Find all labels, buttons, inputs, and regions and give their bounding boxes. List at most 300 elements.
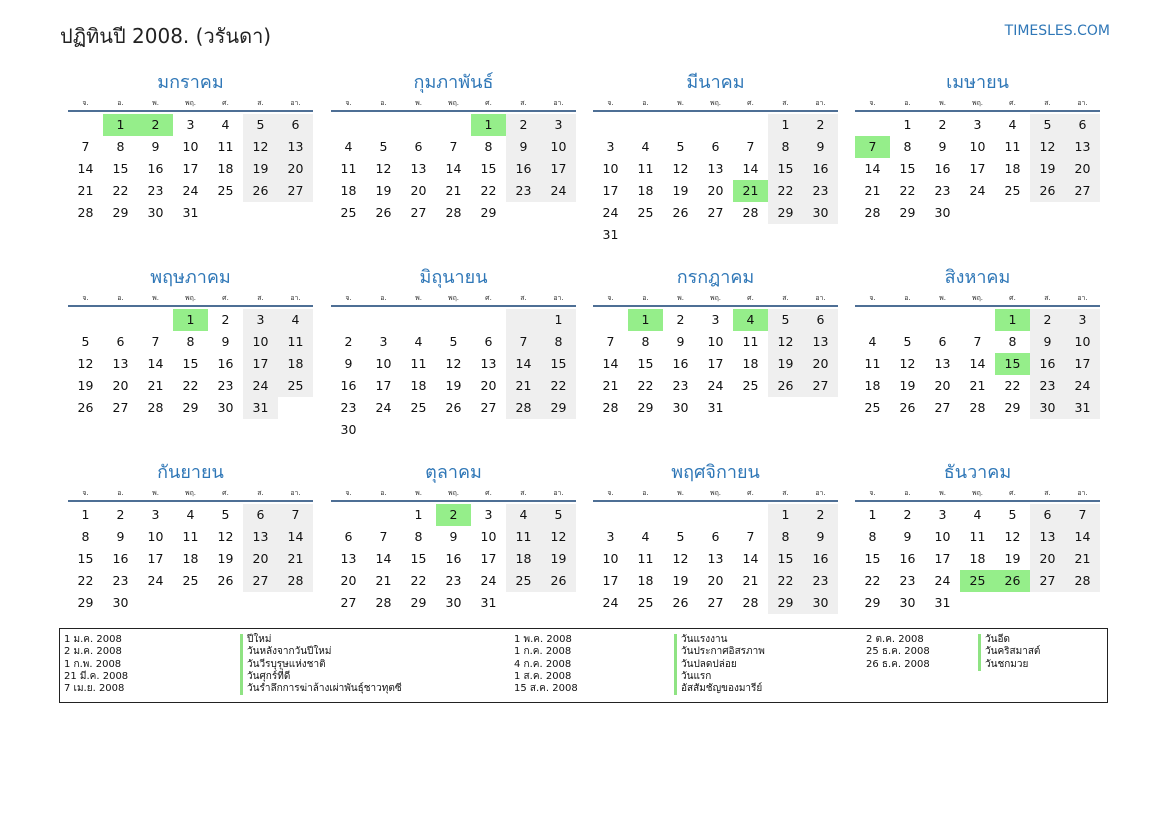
day-cell: 23 [506, 180, 541, 202]
weekday-header [68, 96, 313, 112]
weekday-label: อ. [642, 99, 649, 107]
site-link[interactable]: TIMESLES.COM [1004, 23, 1110, 39]
day-cell: 9 [903, 529, 912, 544]
weekday-label: ส. [520, 489, 527, 497]
weekday-label: พฤ. [709, 99, 722, 107]
day-cell: 22 [768, 180, 803, 202]
day-cell: 8 [768, 526, 803, 548]
day-cell: 22 [899, 183, 916, 198]
day-cell: 1 [768, 504, 803, 526]
empty-cell [366, 419, 401, 441]
holiday-date: 1 ก.พ. 2008 [64, 658, 122, 670]
day-cell: 30 [147, 205, 164, 220]
day-cell: 22 [1004, 378, 1021, 393]
day-cell: 26 [217, 573, 234, 588]
empty-cell [506, 419, 541, 441]
day-grid [855, 502, 1100, 614]
empty-cell [1030, 202, 1065, 224]
empty-cell [593, 504, 628, 526]
day-cell: 15 [112, 161, 129, 176]
day-cell: 8 [541, 331, 576, 353]
weekday-label: ศ. [1009, 99, 1016, 107]
weekday-label: ศ. [222, 294, 229, 302]
day-cell: 23 [1030, 375, 1065, 397]
day-cell: 19 [672, 183, 689, 198]
day-cell: 15 [480, 161, 497, 176]
day-cell: 22 [768, 570, 803, 592]
weekday-header [593, 486, 838, 502]
day-cell: 28 [147, 400, 164, 415]
month-calendar [68, 265, 313, 419]
day-cell: 7 [379, 529, 388, 544]
weekday-label: จ. [82, 99, 89, 107]
day-cell: 17 [602, 183, 619, 198]
day-cell: 14 [864, 161, 881, 176]
weekday-label: จ. [607, 489, 614, 497]
weekday-label: อ. [380, 99, 387, 107]
day-cell: 18 [864, 378, 881, 393]
day-cell: 17 [541, 158, 576, 180]
day-cell: 3 [1065, 309, 1100, 331]
month-name: พฤษภาคม [150, 267, 231, 288]
day-cell: 10 [541, 136, 576, 158]
weekday-label: อา. [290, 294, 301, 302]
weekday-label: พ. [939, 294, 946, 302]
day-cell: 29 [480, 205, 497, 220]
day-cell: 7 [506, 331, 541, 353]
day-cell: 27 [1065, 180, 1100, 202]
day-cell: 1 [868, 507, 877, 522]
day-cell: 14 [278, 526, 313, 548]
day-cell: 17 [147, 551, 164, 566]
weekday-label: อ. [642, 489, 649, 497]
day-cell: 14 [375, 551, 392, 566]
day-cell: 27 [480, 400, 497, 415]
day-cell: 17 [934, 551, 951, 566]
weekday-label: พฤ. [709, 294, 722, 302]
day-cell: 29 [864, 595, 881, 610]
empty-cell [995, 592, 1030, 614]
day-cell: 7 [278, 504, 313, 526]
day-cell: 5 [449, 334, 458, 349]
holiday-date: 1 พ.ค. 2008 [514, 634, 572, 645]
day-cell: 24 [375, 400, 392, 415]
holiday-name: วันศุกร์ที่ดี [240, 671, 290, 683]
day-cell: 19 [899, 378, 916, 393]
day-cell: 17 [480, 551, 497, 566]
day-cell: 17 [1065, 353, 1100, 375]
day-cell: 24 [707, 378, 724, 393]
day-cell: 20 [707, 573, 724, 588]
day-cell: 22 [480, 183, 497, 198]
weekday-label: จ. [345, 99, 352, 107]
day-cell: 20 [803, 353, 838, 375]
weekday-label: พ. [152, 489, 159, 497]
weekday-label: อา. [815, 294, 826, 302]
day-cell: 13 [112, 356, 129, 371]
day-cell: 17 [182, 161, 199, 176]
empty-cell [628, 504, 663, 526]
empty-cell [331, 504, 366, 526]
day-cell: 9 [803, 526, 838, 548]
day-cell: 15 [637, 356, 654, 371]
day-cell: 17 [243, 353, 278, 375]
empty-cell [243, 592, 278, 614]
day-cell: 13 [243, 526, 278, 548]
day-cell: 24 [541, 180, 576, 202]
day-cell: 5 [379, 139, 388, 154]
day-cell: 21 [278, 548, 313, 570]
day-cell: 7 [746, 139, 755, 154]
day-cell: 16 [112, 551, 129, 566]
day-cell: 10 [602, 551, 619, 566]
month-calendar [855, 460, 1100, 614]
day-cell: 24 [1065, 375, 1100, 397]
day-cell: 2 [676, 312, 685, 327]
day-cell: 21 [375, 573, 392, 588]
day-cell: 15 [768, 158, 803, 180]
day-grid [68, 112, 313, 224]
day-cell: 27 [340, 595, 357, 610]
day-cell: 12 [672, 161, 689, 176]
holiday-date: 1 ม.ค. 2008 [64, 634, 122, 645]
day-grid [593, 112, 838, 246]
day-cell: 5 [1030, 114, 1065, 136]
day-cell: 2 [436, 504, 471, 526]
day-cell: 26 [672, 205, 689, 220]
day-cell: 19 [768, 353, 803, 375]
day-cell: 27 [410, 205, 427, 220]
weekday-header [855, 486, 1100, 502]
day-cell: 29 [182, 400, 199, 415]
weekday-label: จ. [869, 294, 876, 302]
weekday-header [855, 96, 1100, 112]
holiday-date: 15 ส.ค. 2008 [514, 683, 578, 695]
day-cell: 22 [637, 378, 654, 393]
weekday-label: ศ. [1009, 489, 1016, 497]
weekday-header [68, 486, 313, 502]
day-cell: 20 [112, 378, 129, 393]
day-cell: 7 [855, 136, 890, 158]
day-cell: 18 [637, 573, 654, 588]
weekday-label: ส. [520, 99, 527, 107]
day-cell: 10 [934, 529, 951, 544]
weekday-label: ส. [1044, 294, 1051, 302]
day-cell: 8 [116, 139, 125, 154]
weekday-label: พฤ. [184, 489, 197, 497]
day-cell: 25 [506, 570, 541, 592]
day-cell: 1 [81, 507, 90, 522]
day-cell: 29 [541, 397, 576, 419]
day-cell: 8 [81, 529, 90, 544]
day-cell: 19 [445, 378, 462, 393]
day-cell: 27 [707, 595, 724, 610]
weekday-label: พฤ. [447, 99, 460, 107]
day-cell: 23 [899, 573, 916, 588]
day-cell: 30 [112, 595, 129, 610]
day-cell: 15 [541, 353, 576, 375]
day-cell: 4 [868, 334, 877, 349]
day-cell: 13 [278, 136, 313, 158]
holiday-date: 2 ม.ค. 2008 [64, 646, 122, 658]
day-cell: 9 [938, 139, 947, 154]
day-grid [68, 307, 313, 419]
day-cell: 26 [243, 180, 278, 202]
day-cell: 27 [278, 180, 313, 202]
day-grid [593, 307, 838, 419]
empty-cell [663, 224, 698, 246]
day-cell: 28 [602, 400, 619, 415]
empty-cell [366, 309, 401, 331]
day-cell: 6 [278, 114, 313, 136]
day-cell: 27 [707, 205, 724, 220]
day-cell: 13 [707, 161, 724, 176]
empty-cell [803, 224, 838, 246]
day-cell: 3 [151, 507, 160, 522]
empty-cell [366, 504, 401, 526]
day-cell: 31 [480, 595, 497, 610]
weekday-label: ศ. [485, 294, 492, 302]
day-cell: 29 [1004, 400, 1021, 415]
month-name: เมษายน [946, 72, 1009, 93]
empty-cell [208, 592, 243, 614]
day-cell: 29 [637, 400, 654, 415]
weekday-label: จ. [345, 294, 352, 302]
day-cell: 13 [1065, 136, 1100, 158]
day-cell: 14 [445, 161, 462, 176]
day-cell: 12 [899, 356, 916, 371]
day-cell: 14 [602, 356, 619, 371]
day-cell: 14 [77, 161, 94, 176]
empty-cell [541, 419, 576, 441]
weekday-label: อา. [553, 99, 564, 107]
weekday-label: พฤ. [971, 99, 984, 107]
day-cell: 4 [278, 309, 313, 331]
day-cell: 20 [340, 573, 357, 588]
empty-cell [541, 592, 576, 614]
weekday-label: อา. [1077, 489, 1088, 497]
day-cell: 28 [445, 205, 462, 220]
day-cell: 5 [676, 529, 685, 544]
day-cell: 23 [672, 378, 689, 393]
weekday-label: พ. [415, 99, 422, 107]
empty-cell [1065, 592, 1100, 614]
empty-cell [698, 224, 733, 246]
empty-cell [401, 114, 436, 136]
month-calendar [855, 265, 1100, 419]
day-cell: 26 [77, 400, 94, 415]
day-cell: 6 [344, 529, 353, 544]
day-cell: 19 [77, 378, 94, 393]
empty-cell [768, 397, 803, 419]
day-cell: 25 [410, 400, 427, 415]
weekday-label: ศ. [747, 489, 754, 497]
month-name: สิงหาคม [944, 267, 1011, 288]
empty-cell [506, 592, 541, 614]
month-name: กันยายน [157, 462, 224, 483]
weekday-label: ส. [520, 294, 527, 302]
holiday-name: วันประกาศอิสรภาพ [674, 646, 765, 658]
day-cell: 16 [803, 158, 838, 180]
empty-cell [278, 397, 313, 419]
day-cell: 9 [151, 139, 160, 154]
day-cell: 28 [742, 595, 759, 610]
day-cell: 10 [969, 139, 986, 154]
day-cell: 15 [995, 353, 1030, 375]
day-cell: 6 [116, 334, 125, 349]
day-cell: 19 [1030, 158, 1065, 180]
weekday-label: พ. [415, 294, 422, 302]
day-cell: 18 [410, 378, 427, 393]
day-cell: 13 [410, 161, 427, 176]
day-grid [855, 307, 1100, 419]
day-cell: 2 [506, 114, 541, 136]
day-cell: 1 [768, 114, 803, 136]
day-cell: 16 [899, 551, 916, 566]
weekday-label: พฤ. [447, 489, 460, 497]
empty-cell [243, 202, 278, 224]
day-cell: 11 [637, 551, 654, 566]
month-calendar [593, 460, 838, 614]
day-cell: 11 [969, 529, 986, 544]
day-grid [331, 112, 576, 224]
day-cell: 5 [768, 309, 803, 331]
day-cell: 22 [112, 183, 129, 198]
empty-cell [506, 202, 541, 224]
empty-cell [506, 309, 541, 331]
day-cell: 5 [903, 334, 912, 349]
day-cell: 28 [864, 205, 881, 220]
day-cell: 7 [449, 139, 458, 154]
day-cell: 2 [344, 334, 353, 349]
empty-cell [138, 592, 173, 614]
day-cell: 12 [672, 551, 689, 566]
month-name: กรกฎาคม [676, 267, 755, 288]
day-cell: 12 [243, 136, 278, 158]
day-cell: 4 [344, 139, 353, 154]
day-cell: 11 [410, 356, 427, 371]
day-cell: 9 [803, 136, 838, 158]
empty-cell [1030, 592, 1065, 614]
day-cell: 26 [375, 205, 392, 220]
weekday-label: อ. [904, 294, 911, 302]
day-cell: 11 [278, 331, 313, 353]
day-cell: 26 [445, 400, 462, 415]
weekday-label: พฤ. [971, 294, 984, 302]
weekday-label: อา. [1077, 294, 1088, 302]
month-name: มกราคม [157, 72, 224, 93]
day-cell: 18 [506, 548, 541, 570]
day-cell: 2 [803, 504, 838, 526]
day-cell: 30 [340, 422, 357, 437]
day-cell: 16 [672, 356, 689, 371]
day-cell: 30 [217, 400, 234, 415]
day-cell: 21 [733, 180, 768, 202]
day-cell: 5 [81, 334, 90, 349]
weekday-label: จ. [82, 294, 89, 302]
day-cell: 22 [182, 378, 199, 393]
month-name: มีนาคม [686, 72, 745, 93]
day-cell: 6 [711, 139, 720, 154]
day-cell: 20 [278, 158, 313, 180]
weekday-label: อา. [1077, 99, 1088, 107]
day-cell: 2 [803, 114, 838, 136]
day-cell: 1 [103, 114, 138, 136]
weekday-label: ศ. [485, 489, 492, 497]
empty-cell [803, 397, 838, 419]
empty-cell [278, 592, 313, 614]
month-calendar [855, 70, 1100, 224]
empty-cell [103, 309, 138, 331]
empty-cell [855, 114, 890, 136]
holiday-name: วันหลังจากวันปีใหม่ [240, 646, 331, 658]
month-calendar [331, 70, 576, 224]
day-cell: 28 [1065, 570, 1100, 592]
day-cell: 19 [672, 573, 689, 588]
weekday-label: ส. [257, 489, 264, 497]
day-cell: 20 [410, 183, 427, 198]
weekday-label: ส. [782, 489, 789, 497]
day-cell: 15 [182, 356, 199, 371]
weekday-label: อา. [290, 489, 301, 497]
day-cell: 7 [1065, 504, 1100, 526]
day-cell: 8 [641, 334, 650, 349]
day-cell: 30 [1030, 397, 1065, 419]
weekday-label: ศ. [747, 294, 754, 302]
day-cell: 21 [506, 375, 541, 397]
day-cell: 3 [938, 507, 947, 522]
day-cell: 24 [969, 183, 986, 198]
day-cell: 2 [116, 507, 125, 522]
day-cell: 25 [637, 205, 654, 220]
day-cell: 9 [676, 334, 685, 349]
day-cell: 15 [768, 548, 803, 570]
day-cell: 3 [484, 507, 493, 522]
day-cell: 3 [973, 117, 982, 132]
empty-cell [471, 419, 506, 441]
day-cell: 13 [803, 331, 838, 353]
day-cell: 31 [602, 227, 619, 242]
weekday-label: พฤ. [184, 99, 197, 107]
day-cell: 7 [973, 334, 982, 349]
day-cell: 1 [471, 114, 506, 136]
empty-cell [855, 309, 890, 331]
day-cell: 8 [868, 529, 877, 544]
day-cell: 19 [217, 551, 234, 566]
holiday-date: 1 ก.ค. 2008 [514, 646, 572, 658]
weekday-label: ศ. [747, 99, 754, 107]
empty-cell [401, 309, 436, 331]
day-cell: 9 [1030, 331, 1065, 353]
day-cell: 20 [934, 378, 951, 393]
day-cell: 20 [480, 378, 497, 393]
day-cell: 2 [1030, 309, 1065, 331]
day-cell: 4 [221, 117, 230, 132]
day-cell: 10 [182, 139, 199, 154]
day-cell: 4 [641, 139, 650, 154]
day-cell: 7 [151, 334, 160, 349]
weekday-label: ศ. [222, 99, 229, 107]
month-name: ตุลาคม [425, 462, 482, 483]
weekday-label: ส. [1044, 489, 1051, 497]
day-cell: 1 [995, 309, 1030, 331]
weekday-label: พฤ. [709, 489, 722, 497]
day-cell: 23 [803, 180, 838, 202]
day-grid [68, 502, 313, 614]
day-cell: 14 [969, 356, 986, 371]
day-cell: 13 [1030, 526, 1065, 548]
weekday-header [593, 291, 838, 307]
